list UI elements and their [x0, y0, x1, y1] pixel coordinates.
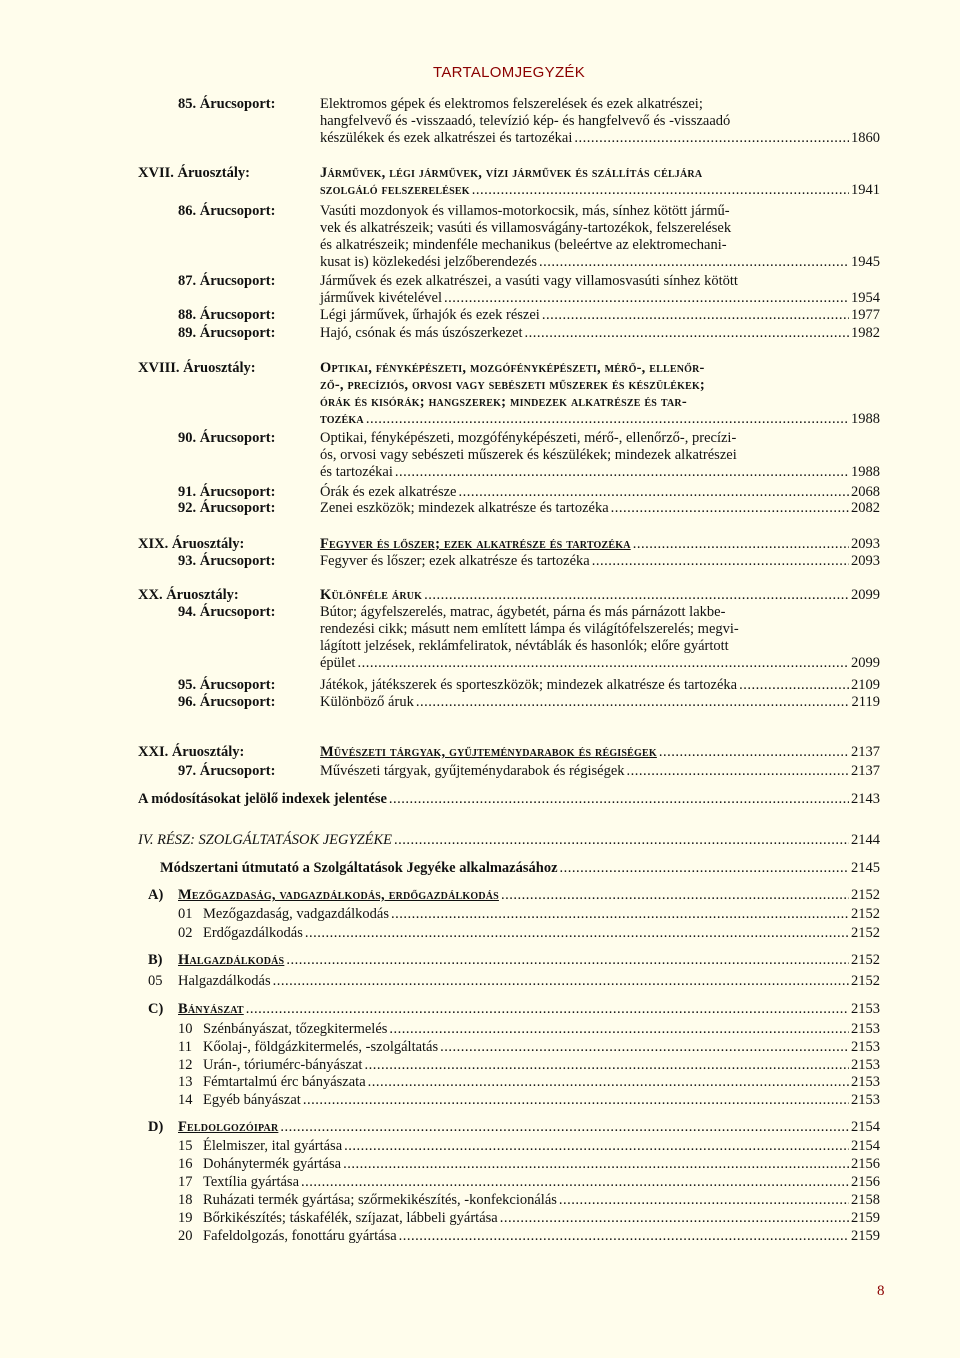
toc-entry-label: 92. Árucsoport:: [178, 500, 276, 516]
dot-leader: [391, 906, 849, 923]
toc-entry-title: Játékok, játékszerek és sporteszközök; mindezek alkatrésze és tartozéka: [320, 677, 738, 693]
toc-entry-label: 93. Árucsoport:: [178, 553, 276, 569]
toc-entry-title: Egyéb bányászat: [203, 1092, 301, 1108]
toc-entry-title: Különböző áruk: [320, 694, 414, 710]
dot-leader: [525, 325, 849, 342]
toc-entry-label: 96. Árucsoport:: [178, 694, 276, 710]
dot-leader: [627, 763, 849, 780]
toc-entry-label: 19: [178, 1210, 193, 1226]
toc-page-number[interactable]: 2154: [851, 1119, 880, 1135]
toc-entry-label: 94. Árucsoport:: [178, 604, 276, 620]
toc-entry-label: 87. Árucsoport:: [178, 273, 276, 289]
toc-entry-label: 13: [178, 1074, 193, 1090]
toc-entry-title: Bútor; ágyfelszerelés, matrac, ágybetét, párna és más párnázott lakbe-: [320, 604, 726, 620]
toc-entry-title: Optikai, fényképészeti, mozgófényképészeti, mérő-, ellenőr-: [320, 360, 705, 376]
dot-leader: [303, 1092, 849, 1109]
toc-entry-title: Járművek, légi járművek, vízi járművek és szállítás céljára: [320, 165, 703, 181]
toc-entry-title: Optikai, fényképészeti, mozgófényképészeti, mérő-, ellenőrző-, precízi-: [320, 430, 737, 446]
toc-page-number[interactable]: 1941: [851, 182, 880, 198]
toc-entry-title: órák és kisórák; hangszerek; mindezek alkatrésze és tar-: [320, 394, 687, 410]
dot-leader: [305, 925, 849, 942]
toc-page-number[interactable]: 1988: [851, 464, 880, 480]
toc-page-number[interactable]: 2152: [851, 887, 880, 903]
toc-page-number[interactable]: 1977: [851, 307, 880, 323]
page-header: TARTALOMJEGYZÉK: [433, 64, 586, 81]
toc-entry-label: 85. Árucsoport:: [178, 96, 276, 112]
toc-page-number[interactable]: 2143: [851, 791, 880, 807]
toc-page-number[interactable]: 2093: [851, 536, 880, 552]
toc-entry-title: Bányászat: [178, 1001, 244, 1017]
toc-entry-title: készülékek és ezek alkatrészei és tartozékai: [320, 130, 573, 146]
toc-page-number[interactable]: 2153: [851, 1092, 880, 1108]
toc-entry-title: Ruházati termék gyártása; szőrmekikészítés, -konfekcionálás: [203, 1192, 557, 1208]
toc-entry-title: Kőolaj-, földgázkitermelés, -szolgáltatás: [203, 1039, 439, 1055]
toc-entry-title: Halgazdálkodás: [178, 973, 271, 989]
dot-leader: [366, 411, 849, 428]
dot-leader: [739, 677, 849, 694]
toc-entry-label: 90. Árucsoport:: [178, 430, 276, 446]
toc-page-number[interactable]: 2109: [851, 677, 880, 693]
toc-entry-title: Művészeti tárgyak, gyűjteménydarabok és régiségek: [320, 763, 625, 779]
toc-entry-label: 89. Árucsoport:: [178, 325, 276, 341]
toc-entry-title: Különféle áruk: [320, 587, 423, 603]
toc-entry-label: 11: [178, 1039, 192, 1055]
toc-entry-label: 20: [178, 1228, 193, 1244]
toc-entry-label: A): [148, 887, 164, 903]
toc-entry-title: Halgazdálkodás: [178, 952, 285, 968]
toc-entry-title: Fafeldolgozás, fonottáru gyártása: [203, 1228, 397, 1244]
dot-leader: [280, 1119, 849, 1136]
toc-entry-label: XX. Áruosztály:: [138, 587, 239, 603]
toc-entry-title: Urán-, tóriumérc-bányászat: [203, 1057, 363, 1073]
dot-leader: [500, 1210, 849, 1227]
toc-entry-title: Szénbányászat, tőzegkitermelés: [203, 1021, 388, 1037]
dot-leader: [399, 1228, 849, 1245]
toc-entry-label: 10: [178, 1021, 193, 1037]
toc-page-number[interactable]: 2159: [851, 1210, 880, 1226]
toc-entry-title: Mezőgazdaság, vadgazdálkodás: [203, 906, 390, 922]
dot-leader: [395, 464, 849, 481]
toc-page-number[interactable]: 2153: [851, 1039, 880, 1055]
toc-entry-title: lágított jelzések, reklámfeliratok, névtáblák és hasonlók; előre gyártott: [320, 638, 729, 654]
toc-entry-title: Bőrkikészítés; táskafélék, szíjazat, lábbeli gyártása: [203, 1210, 498, 1226]
dot-leader: [394, 832, 849, 849]
toc-entry-title: A módosításokat jelölő indexek jelentése: [138, 791, 387, 807]
toc-entry-title: és alkatrészeik; mindenféle mechanikus (beleértve az elektromechani-: [320, 237, 727, 253]
toc-entry-title: rendezési cikk; másutt nem említett lámpa és világítófelszerelés; megvi-: [320, 621, 739, 637]
toc-entry-title: Hajó, csónak és más úszószerkezet: [320, 325, 523, 341]
toc-entry-label: D): [148, 1119, 164, 1135]
toc-entry-title: ző-, precíziós, orvosi vagy sebészeti műszerek és készülékek;: [320, 377, 705, 393]
toc-entry-label: 01: [178, 906, 193, 922]
toc-entry-title: Erdőgazdálkodás: [203, 925, 303, 941]
dot-leader: [343, 1156, 849, 1173]
toc-page-number[interactable]: 2144: [851, 832, 880, 848]
dot-leader: [389, 791, 849, 808]
dot-leader: [611, 500, 849, 517]
dot-leader: [560, 860, 849, 877]
dot-leader: [424, 587, 849, 604]
toc-entry-title: Zenei eszközök; mindezek alkatrésze és tartozéka: [320, 500, 609, 516]
toc-entry-title: Órák és ezek alkatrésze: [320, 484, 457, 500]
dot-leader: [659, 744, 849, 761]
dot-leader: [458, 484, 849, 501]
dot-leader: [273, 973, 849, 990]
toc-page-number[interactable]: 2159: [851, 1228, 880, 1244]
toc-entry-label: XXI. Áruosztály:: [138, 744, 245, 760]
toc-entry-title: kusat is) közlekedési jelzőberendezés: [320, 254, 538, 270]
toc-entry-label: 12: [178, 1057, 193, 1073]
dot-leader: [472, 182, 849, 199]
toc-entry-label: 18: [178, 1192, 193, 1208]
dot-leader: [344, 1138, 849, 1155]
dot-leader: [416, 694, 850, 711]
dot-leader: [444, 290, 849, 307]
toc-entry-label: 16: [178, 1156, 193, 1172]
dot-leader: [542, 307, 849, 324]
toc-entry-label: C): [148, 1001, 164, 1017]
toc-entry-title: épület: [320, 655, 356, 671]
toc-entry-label: B): [148, 952, 163, 968]
dot-leader: [301, 1174, 849, 1191]
toc-page-number[interactable]: 2152: [851, 906, 880, 922]
toc-entry-title: Járművek és ezek alkatrészei, a vasúti vagy villamosvasúti sínhez kötött: [320, 273, 738, 289]
dot-leader: [539, 254, 849, 271]
toc-entry-label: 97. Árucsoport:: [178, 763, 276, 779]
toc-page-number[interactable]: 2137: [851, 763, 880, 779]
toc-page-number[interactable]: 1982: [851, 325, 880, 341]
toc-entry-title: Művészeti tárgyak, gyűjteménydarabok és régiségek: [320, 744, 657, 760]
toc-entry-title: IV. RÉSZ: SZOLGÁLTATÁSOK JEGYZÉKE: [138, 832, 393, 848]
toc-entry-title: Fegyver és lőszer; ezek alkatrésze és tartozéka: [320, 553, 590, 569]
page-number: 8: [877, 1283, 885, 1299]
toc-entry-label: 15: [178, 1138, 193, 1154]
toc-page-number[interactable]: 2068: [851, 484, 880, 500]
toc-entry-title: Feldolgozóipar: [178, 1119, 279, 1135]
toc-page-number[interactable]: 2082: [851, 500, 880, 516]
toc-entry-title: járművek kivételével: [320, 290, 442, 306]
dot-leader: [633, 536, 849, 553]
toc-entry-title: Módszertani útmutató a Szolgáltatások Jegyéke alkalmazásához: [160, 860, 558, 876]
toc-page-number[interactable]: 2152: [851, 973, 880, 989]
toc-page-number[interactable]: 2152: [851, 925, 880, 941]
toc-page-number[interactable]: 2156: [851, 1156, 880, 1172]
toc-entry-title: Élelmiszer, ital gyártása: [203, 1138, 343, 1154]
toc-entry-title: Elektromos gépek és elektromos felszerelések és ezek alkatrészei;: [320, 96, 703, 112]
dot-leader: [246, 1001, 849, 1018]
toc-entry-title: és tartozékai: [320, 464, 393, 480]
dot-leader: [368, 1074, 849, 1091]
toc-entry-label: XIX. Áruosztály:: [138, 536, 245, 552]
dot-leader: [357, 655, 849, 672]
toc-entry-label: XVIII. Áruosztály:: [138, 360, 256, 376]
toc-entry-label: 05: [148, 973, 163, 989]
toc-page-number[interactable]: 2153: [851, 1074, 880, 1090]
toc-entry-label: 86. Árucsoport:: [178, 203, 276, 219]
toc-entry-title: hangfelvevő és -visszaadó, televízió kép- és hangfelvevő és -visszaadó: [320, 113, 731, 129]
toc-entry-title: Textília gyártása: [203, 1174, 300, 1190]
toc-page-number[interactable]: 2153: [851, 1021, 880, 1037]
toc-entry-title: Vasúti mozdonyok és villamos-motorkocsik, más, sínhez kötött jármű-: [320, 203, 730, 219]
toc-page-number[interactable]: 2099: [851, 587, 880, 603]
dot-leader: [501, 887, 849, 904]
dot-leader: [559, 1192, 849, 1209]
toc-entry-title: Mezőgazdaság, vadgazdálkodás, erdőgazdálkodás: [178, 887, 499, 903]
toc-entry-label: 17: [178, 1174, 193, 1190]
dot-leader: [364, 1057, 849, 1074]
toc-entry-title: Légi járművek, űrhajók és ezek részei: [320, 307, 540, 323]
toc-page-number[interactable]: 2093: [851, 553, 880, 569]
toc-entry-title: Dohánytermék gyártása: [203, 1156, 342, 1172]
toc-page-number[interactable]: 1945: [851, 254, 880, 270]
toc-page-number[interactable]: 2152: [851, 952, 880, 968]
toc-page-number[interactable]: 2158: [851, 1192, 880, 1208]
toc-page-number[interactable]: 1860: [851, 130, 880, 146]
toc-page-number[interactable]: 1988: [851, 411, 880, 427]
toc-entry-title: vek és alkatrészeik; vasúti és villamosvágány-tartozékok, felszerelések: [320, 220, 732, 236]
toc-page-number[interactable]: 2154: [851, 1138, 880, 1154]
dot-leader: [574, 130, 849, 147]
dot-leader: [389, 1021, 849, 1038]
toc-page-number[interactable]: 2153: [851, 1001, 880, 1017]
toc-page-number[interactable]: 2137: [851, 744, 880, 760]
toc-entry-title: Fémtartalmú érc bányászata: [203, 1074, 366, 1090]
toc-page-number[interactable]: 2145: [851, 860, 880, 876]
toc-entry-title: tozéka: [320, 411, 364, 427]
toc-entry-title: ós, orvosi vagy sebészeti műszerek és készülékek; mindezek alkatrészei: [320, 447, 737, 463]
toc-entry-label: XVII. Áruosztály:: [138, 165, 250, 181]
toc-entry-label: 88. Árucsoport:: [178, 307, 276, 323]
toc-entry-label: 91. Árucsoport:: [178, 484, 276, 500]
toc-page-number[interactable]: 2119: [851, 694, 880, 710]
toc-page-number[interactable]: 1954: [851, 290, 880, 306]
toc-page-number[interactable]: 2099: [851, 655, 880, 671]
toc-page-number[interactable]: 2156: [851, 1174, 880, 1190]
dot-leader: [592, 553, 849, 570]
toc-entry-label: 95. Árucsoport:: [178, 677, 276, 693]
toc-entry-title: Fegyver és lőszer; ezek alkatrésze és tartozéka: [320, 536, 631, 552]
toc-page-number[interactable]: 2153: [851, 1057, 880, 1073]
dot-leader: [286, 952, 849, 969]
toc-entry-label: 02: [178, 925, 193, 941]
dot-leader: [440, 1039, 849, 1056]
toc-entry-label: 14: [178, 1092, 193, 1108]
toc-entry-title: szolgáló felszerelések: [320, 182, 470, 198]
